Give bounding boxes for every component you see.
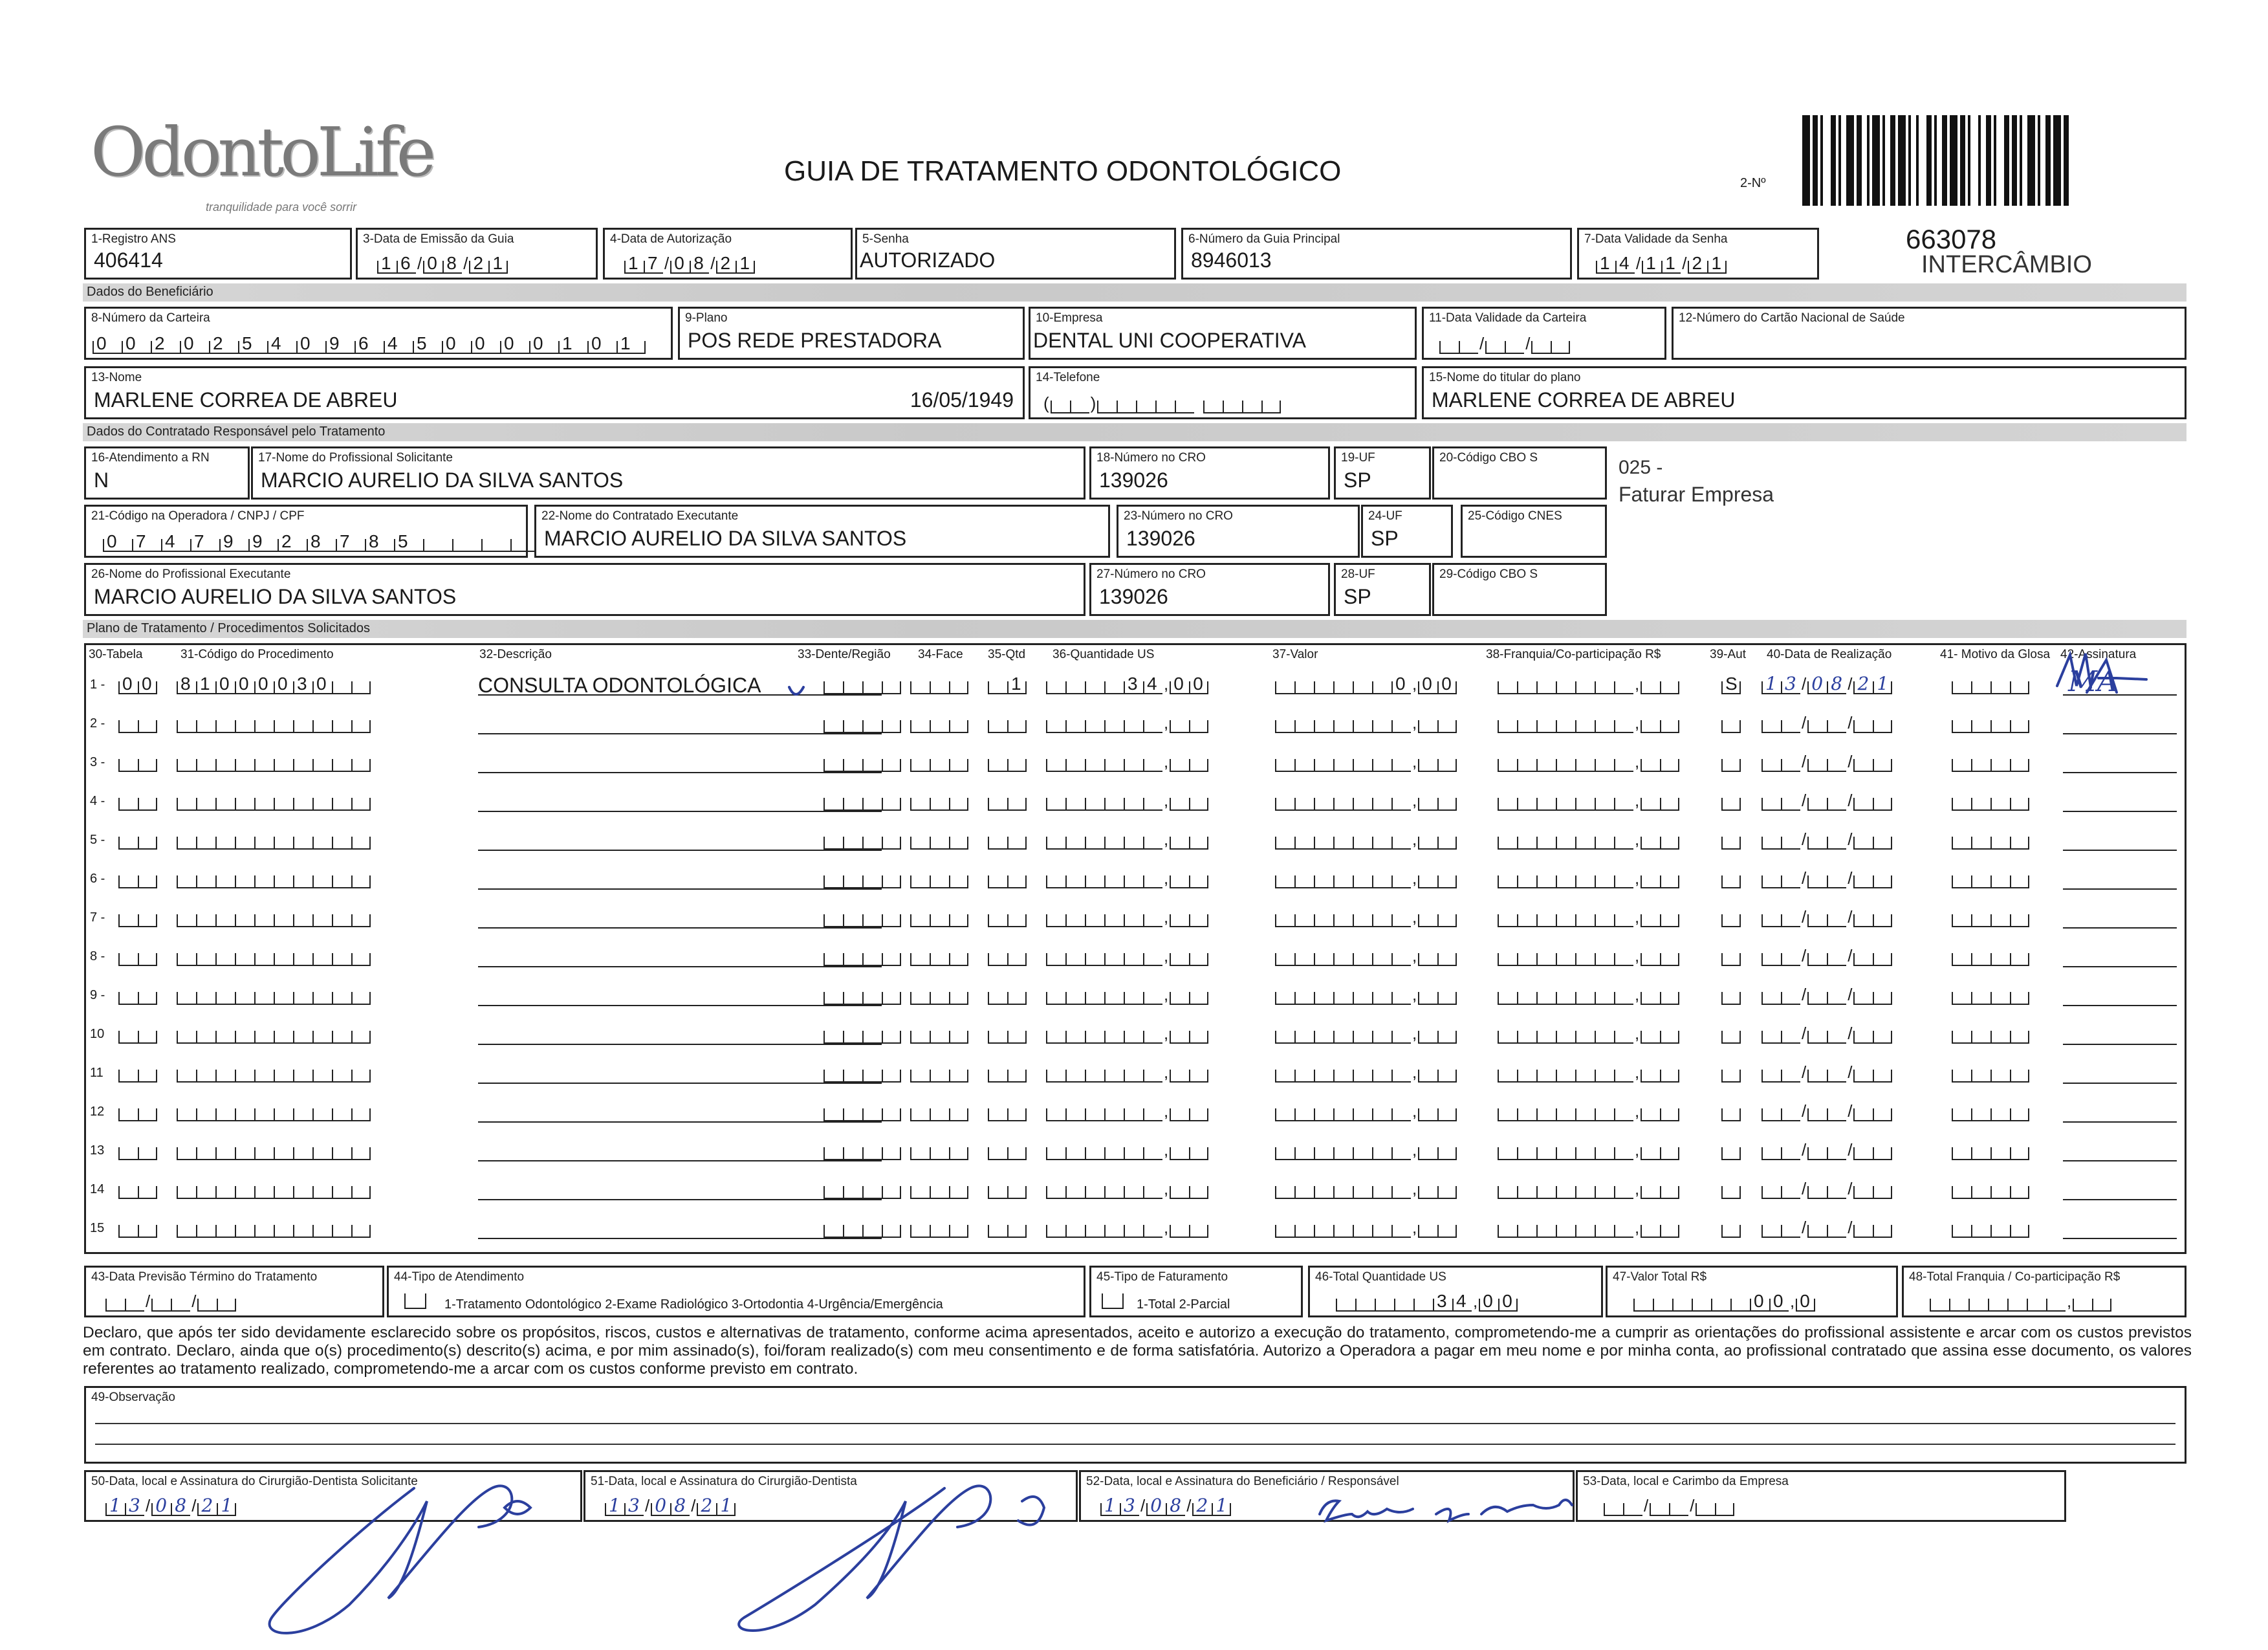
digit-cell: 9 [219,539,248,552]
digit-cell: 2 [278,539,307,552]
cbo-29-field[interactable]: 29-Código CBO S [1432,563,1607,616]
digit-cell: 1 [105,1503,125,1516]
digit-cell: 0 [93,341,122,354]
digit-cell: 1 [1642,261,1661,274]
faturar-empresa: Faturar Empresa [1619,483,1774,506]
digit-cell: 6 [397,261,416,274]
row-number: 3 - [90,755,105,769]
digit-cell: 9 [325,341,354,354]
digit-cell: 3 [1120,1503,1139,1516]
digit-cell: 4 [267,341,296,354]
digit-cell: 1 [616,341,646,354]
digit-cell: 8 [177,681,196,694]
digit-cell: 0 [1498,1299,1518,1312]
digit-cell: 7 [644,261,663,274]
data-nascimento: 16/05/1949 [910,388,1014,412]
empresa-field[interactable]: 10-Empresa DENTAL UNI COOPERATIVA [1029,307,1417,360]
descricao-cell[interactable]: CONSULTA ODONTOLÓGICA [478,676,882,696]
digit-cell: 1 [1661,261,1681,274]
digit-cell: 2 [716,261,736,274]
cro-18-value: 139026 [1099,468,1168,492]
digit-cell: 0 [529,341,558,354]
digit-cell: 2 [209,341,238,354]
data-emissao-field[interactable]: 3-Data de Emissão da Guia 1 6 / 0 8 / 2 1 [356,228,598,280]
digit-cell: 3 [624,1503,644,1516]
digit-cell: 0 [1146,1503,1166,1516]
digit-cell: 0 [1437,681,1457,694]
guia-principal-value: 8946013 [1191,248,1272,272]
digit-cell: 0 [1750,1299,1769,1312]
digit-cell: 9 [248,539,278,552]
row-number: 12 [90,1105,105,1119]
digit-cell: 1 [624,261,644,274]
row-number: 10 [90,1027,105,1041]
digit-cell: 8 [670,1503,690,1516]
digit-cell: 4 [161,539,190,552]
digit-cell: 1 [605,1503,624,1516]
row-number: 13 [90,1143,105,1158]
digit-cell: 0 [1170,681,1189,694]
digit-cell: 3 [1781,681,1800,694]
digit-cell: 4 [1143,681,1162,694]
digit-cell: 1 [1100,1503,1120,1516]
prof-solicitante-value: MARCIO AURELIO DA SILVA SANTOS [261,468,624,492]
digit-cell: 0 [500,341,529,354]
digit-cell: 2 [1853,681,1873,694]
validade-carteira-field[interactable]: 11-Data Validade da Carteira / / [1422,307,1666,360]
uf-28-field[interactable]: 28-UF SP [1334,563,1431,616]
digit-cell: 0 [254,681,274,694]
digit-cell: 0 [1796,1299,1815,1312]
senha-value: AUTORIZADO [860,248,996,272]
digit-cell: 1 [736,261,755,274]
assinatura-rubrica: MA [2068,665,2118,698]
total-franquia-field[interactable]: 48-Total Franquia / Co-participação R$ , [1902,1266,2186,1317]
row-number: 2 - [90,716,105,731]
digit-cell: 2 [697,1503,716,1516]
digit-cell: 0 [118,681,138,694]
digit-cell: 2 [197,1503,217,1516]
digit-cell: 0 [103,539,132,552]
cro-27-value: 139026 [1099,585,1168,608]
row-number: 7 - [90,910,105,925]
page-title: GUIA DE TRATAMENTO ODONTOLÓGICO [784,155,1342,187]
logo-text: OdontoLife [91,113,433,192]
telefone-field[interactable]: 14-Telefone ( ) [1029,366,1417,419]
cro-18-field[interactable]: 18-Número no CRO 139026 [1089,446,1330,500]
uf-24-value: SP [1371,527,1399,550]
table-row: 4 - , , , / / [86,784,2182,816]
table-row: 14 , , , / / [86,1172,2182,1204]
digit-cell: 8 [1166,1503,1185,1516]
table-row: 9 - , , , / / [86,978,2182,1010]
cro-23-value: 139026 [1126,527,1195,550]
row-number: 6 - [90,872,105,886]
observacao-field[interactable]: 49-Observação [84,1386,2186,1464]
contratado-exec-value: MARCIO AURELIO DA SILVA SANTOS [544,527,907,550]
table-row: 15 , , , / / [86,1211,2182,1243]
digit-cell: 2 [469,261,488,274]
digit-cell: 0 [651,1503,670,1516]
valor-total-field[interactable]: 47-Valor Total R$ 0 0 , 0 [1606,1266,1898,1317]
digit-cell: 3 [1124,681,1143,694]
digit-cell: 0 [442,341,471,354]
digit-cell: 0 [1189,681,1208,694]
digit-cell: 1 [1212,1503,1231,1516]
prof-solicitante-field[interactable]: 17-Nome do Profissional Solicitante MARCIO AURELIO DA SILVA SANTOS [251,446,1085,500]
nome-field[interactable]: 13-Nome MARLENE CORREA DE ABREU 16/05/1949 [84,366,1025,419]
table-row: 2 - , , , / / [86,706,2182,738]
tipo-faturamento-field[interactable]: 45-Tipo de Faturamento 1-Total 2-Parcial [1089,1266,1303,1317]
assinatura-51-field[interactable]: 51-Data, local e Assinatura do Cirurgião-Dentista 1 3 / 0 8 / 2 1 [583,1470,1078,1522]
digit-cell: 4 [384,341,413,354]
table-row: 13 , , , / / [86,1133,2182,1165]
digit-cell: 1 [1707,261,1727,274]
digit-cell: 4 [1452,1299,1472,1312]
digit-cell: 0 [1807,681,1827,694]
digit-cell: 8 [307,539,336,552]
assinatura-53-field[interactable]: 53-Data, local e Carimbo da Empresa / / [1576,1470,2066,1522]
empresa-value: DENTAL UNI COOPERATIVA [1033,329,1306,352]
total-us-field[interactable]: 46-Total Quantidade US 3 4 , 0 0 [1308,1266,1603,1317]
nome-value: MARLENE CORREA DE ABREU [94,388,398,412]
guia-numero: 663078 [1906,224,1997,254]
digit-cell: 4 [1615,261,1635,274]
digit-cell: 2 [151,341,180,354]
digit-cell: 1 [1761,681,1781,694]
table-row: 3 - , , , / / [86,745,2182,777]
table-row: 10 , , , / / [86,1017,2182,1049]
data-autorizacao-field[interactable]: 4-Data de Autorização 1 7 / 0 8 / 2 1 [603,228,853,280]
digit-cell: 0 [423,261,442,274]
uf-24-field[interactable]: 24-UF SP [1361,505,1453,558]
digit-cell: 0 [471,341,500,354]
digit-cell: 7 [336,539,365,552]
digit-cell: 8 [171,1503,190,1516]
digit-cell: 2 [1192,1503,1212,1516]
digit-cell: 5 [394,539,423,552]
digit-cell: 1 [1007,681,1027,694]
table-row: 1 - 0 0 8 1 0 0 0 0 3 0 CONSULTA ODONTOLÓGICA 1 3 4 , 0 0 0 , 0 0 , S 1 3 / 0 8 / 2 1 MA [86,667,2182,699]
validade-senha-field[interactable]: 7-Data Validade da Senha 1 4 / 1 1 / 2 1 [1577,228,1819,280]
assinatura-52-field[interactable]: 52-Data, local e Assinatura do Beneficiário / Responsável 1 3 / 0 8 / 2 1 [1079,1470,1575,1522]
atendimento-rn-field[interactable]: 16-Atendimento a RN N [84,446,250,500]
codigo-operadora-field[interactable]: 21-Código na Operadora / CNPJ / CPF 0 7 4 7 9 9 2 8 7 8 5 [84,505,528,558]
digit-cell: 8 [365,539,394,552]
prof-executante-value: MARCIO AURELIO DA SILVA SANTOS [94,585,457,608]
cnes-field[interactable]: 25-Código CNES [1461,505,1607,558]
digit-cell: 5 [413,341,442,354]
table-row: 6 - , , , / / [86,861,2182,894]
table-row: 12 , , , / / [86,1094,2182,1127]
cro-23-field[interactable]: 23-Número no CRO 139026 [1117,505,1360,558]
uf-19-value: SP [1344,468,1371,492]
tipo-faturamento-opcoes: 1-Total 2-Parcial [1137,1297,1230,1312]
guia-principal-field[interactable]: 6-Número da Guia Principal 8946013 [1181,228,1572,280]
nota-cbo: 025 - [1619,457,1663,478]
row-number: 14 [90,1182,105,1196]
digit-cell: 2 [1688,261,1707,274]
digit-cell: 1 [1596,261,1615,274]
table-row: 11 , , , / / [86,1055,2182,1088]
digit-cell: 3 [1433,1299,1452,1312]
digit-cell: 0 [1391,681,1411,694]
digit-cell: 0 [138,681,157,694]
plano-value: POS REDE PRESTADORA [688,329,942,352]
cbo-20-field[interactable]: 20-Código CBO S [1432,446,1607,500]
digit-cell: 0 [587,341,616,354]
plano-field[interactable]: 9-Plano POS REDE PRESTADORA [678,307,1025,360]
row-number: 5 - [90,833,105,847]
declaracao-text: Declaro, que após ter sido devidamente esclarecido sobre os propósitos, riscos, custos e alternativas de tratamento, conforme acima apresentados, aceito e autorizo a execução do tratamento, comprometendo-me a cumprir as orientações do profissional assistente e arcar com os custos previstos em contrato. Declaro, ainda que o(s) procedimento(s) descrito(s) acima, e por mim assinado(s), foi/foram realizado(s) com meu consentimento e de forma satisfatória. Autorizo a Operadora a pagar em meu nome e por minha conta, ao profissional contratado que assina esse documento, os valores referentes ao tratamento realizado, comprometendo-me a arcar com os custos conforme previsto em contrato. [83,1324,2192,1378]
digit-cell: 1 [488,261,508,274]
registro-ans-value: 406414 [94,248,163,272]
digit-cell: 0 [312,681,332,694]
digit-cell: 0 [151,1503,171,1516]
digit-cell: 8 [690,261,709,274]
digit-cell: 1 [217,1503,236,1516]
digit-cell: 3 [293,681,312,694]
section-beneficiario: Dados do Beneficiário [83,283,2186,302]
row-number: 15 [90,1221,105,1235]
digit-cell: 0 [670,261,690,274]
digit-cell: 0 [1418,681,1437,694]
cro-27-field[interactable]: 27-Número no CRO 139026 [1089,563,1330,616]
atendimento-rn-value: N [94,468,109,492]
digit-cell: S [1721,681,1741,694]
tipo-atendimento-opcoes: 1-Tratamento Odontológico 2-Exame Radiológico 3-Ortodontia 4-Urgência/Emergência [444,1297,943,1312]
row-number: 11 [90,1066,104,1080]
procedimentos-header: 30-Tabela 31-Código do Procedimento 32-Descrição 33-Dente/Região 34-Face 35-Qtd 36-Quantidade US 37-Valor 38-Franquia/Co-participação R$ 39-Aut 40-Data de Realização 41- Motivo da Glosa 42-Assinatura [89,648,2137,661]
digit-cell: 0 [274,681,293,694]
digit-cell: 0 [122,341,151,354]
numero-label: 2-Nº [1740,176,1766,190]
section-plano: Plano de Tratamento / Procedimentos Solicitados [83,620,2186,638]
senha-field[interactable]: 5-Senha AUTORIZADO [855,228,1176,280]
contratado-exec-field[interactable]: 22-Nome do Contratado Executante MARCIO AURELIO DA SILVA SANTOS [534,505,1110,558]
uf-28-value: SP [1344,585,1371,608]
digit-cell: 0 [296,341,325,354]
digit-cell: 1 [377,261,397,274]
digit-cell: 7 [132,539,161,552]
intercambio-label: INTERCÂMBIO [1921,251,2092,278]
table-row: 8 - , , , / / [86,939,2182,971]
previsao-field[interactable]: 43-Data Previsão Término do Tratamento / / [84,1266,384,1317]
digit-cell: 1 [716,1503,736,1516]
table-row: 5 - , , , / / [86,822,2182,855]
assinatura-50-field[interactable]: 50-Data, local e Assinatura do Cirurgião-Dentista Solicitante 1 3 / 0 8 / 2 1 [84,1470,582,1522]
titular-value: MARLENE CORREA DE ABREU [1432,388,1736,412]
digit-cell: 0 [215,681,235,694]
prof-executante-field[interactable]: 26-Nome do Profissional Executante MARCIO AURELIO DA SILVA SANTOS [84,563,1085,616]
digit-cell: 8 [1827,681,1846,694]
titular-field[interactable]: 15-Nome do titular do plano MARLENE CORREA DE ABREU [1422,366,2186,419]
digit-cell: 6 [354,341,384,354]
uf-19-field[interactable]: 19-UF SP [1334,446,1431,500]
digit-cell: 3 [125,1503,144,1516]
row-number: 1 - [90,677,105,692]
section-contratado: Dados do Contratado Responsável pelo Tratamento [83,423,2186,441]
digit-cell: 0 [1769,1299,1789,1312]
digit-cell: 8 [442,261,462,274]
digit-cell: 7 [190,539,219,552]
registro-ans-field[interactable]: 1-Registro ANS 406414 [84,228,352,280]
digit-cell: 1 [196,681,215,694]
digit-cell: 5 [238,341,267,354]
digit-cell: 0 [235,681,254,694]
carteira-field[interactable]: 8-Número da Carteira 0 0 2 0 2 5 4 0 9 6 4 5 0 0 0 0 1 0 1 [84,307,673,360]
logo-tagline: tranquilidade para você sorrir [206,201,357,214]
row-number: 8 - [90,949,105,963]
tipo-atendimento-field[interactable]: 44-Tipo de Atendimento 1-Tratamento Odontológico 2-Exame Radiológico 3-Ortodontia 4-Urgência/Emergência [387,1266,1085,1317]
row-number: 4 - [90,794,105,808]
digit-cell: 1 [558,341,587,354]
digit-cell: 0 [1479,1299,1498,1312]
digit-cell: 1 [1873,681,1892,694]
row-number: 9 - [90,988,105,1002]
cartao-nacional-field[interactable]: 12-Número do Cartão Nacional de Saúde [1672,307,2186,360]
table-row: 7 - , , , / / [86,900,2182,932]
digit-cell: 0 [180,341,209,354]
